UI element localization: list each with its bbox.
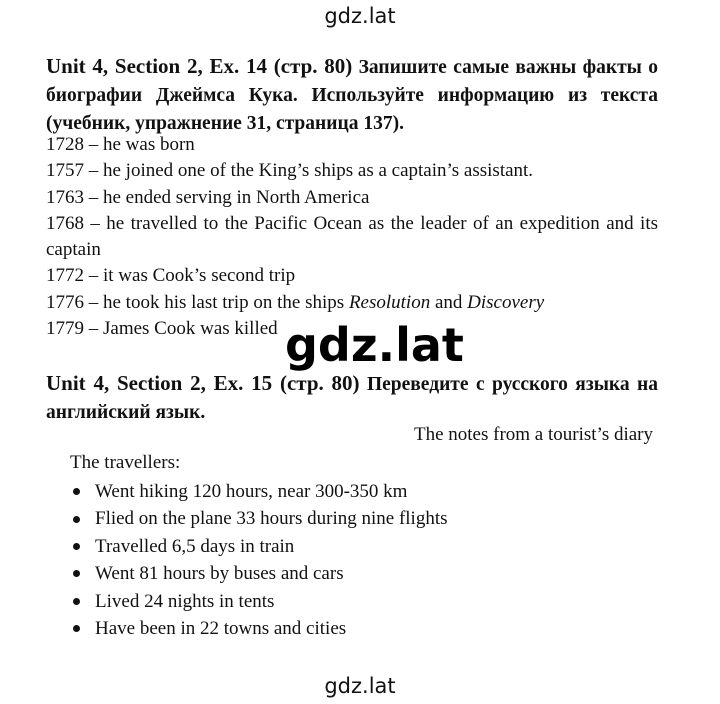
list-item-text: Flied on the plane 33 hours during nine flights — [95, 508, 448, 530]
fact-item-1776 — [46, 290, 658, 316]
bullet-icon — [73, 543, 80, 550]
exercise-15-title: Unit 4, Section 2, Ex. 15 (стр. 80) — [46, 371, 360, 395]
bullet-icon — [73, 570, 80, 577]
ship-discovery: Discovery — [467, 291, 545, 313]
bullet-icon — [73, 516, 80, 523]
exercise-15-heading — [46, 369, 658, 427]
bullet-icon — [73, 598, 80, 605]
fact-item: 1757 – he joined one of the King’s ships as a captain’s assistant. — [46, 160, 534, 182]
diary-bullet-list — [70, 478, 448, 642]
travellers-intro: The travellers: — [70, 452, 181, 473]
list-item-text: Went hiking 120 hours, near 300-350 km — [95, 481, 408, 502]
list-item — [70, 478, 448, 505]
exercise-14-title: Unit 4, Section 2, Ex. 14 (стр. 80) — [46, 54, 353, 78]
cook-facts-list — [46, 132, 658, 342]
list-item-text: Travelled 6,5 days in train — [95, 535, 295, 557]
ship-resolution: Resolution — [348, 291, 431, 313]
fact-1776-text: 1776 – he took his last trip on the ships — [46, 291, 349, 313]
list-item — [70, 560, 448, 587]
list-item — [70, 615, 448, 642]
bullet-icon — [73, 625, 80, 632]
list-item-text: Lived 24 nights in tents — [95, 590, 275, 612]
exercise-14-heading — [46, 52, 658, 138]
watermark-bottom: gdz.lat — [324, 674, 396, 698]
exercise-15-instruction: Переведите с русского языка на английский язык. — [46, 374, 658, 423]
fact-item: 1779 – James Cook was killed — [46, 318, 278, 340]
list-item — [70, 533, 448, 560]
list-item-text: Have been in 22 towns and cities — [95, 617, 347, 639]
fact-item: 1728 – he was born — [46, 134, 195, 155]
watermark-center: gdz.lat — [285, 318, 464, 372]
fact-item: 1772 – it was Cook’s second trip — [46, 265, 296, 287]
fact-1776-and: and — [430, 291, 468, 313]
list-item-text: Went 81 hours by buses and cars — [95, 563, 344, 585]
bullet-icon — [73, 488, 80, 495]
watermark-top: gdz.lat — [324, 4, 396, 28]
fact-item: 1763 – he ended serving in North America — [46, 186, 370, 208]
list-item — [70, 505, 448, 532]
fact-item: 1768 – he travelled to the Pacific Ocean as the leader of an expedition and its captain — [46, 212, 658, 261]
diary-title: The notes from a tourist’s diary — [413, 424, 653, 445]
exercise-14-instruction: Запишите самые важны факты о биографии Джеймса Кука. Используйте информацию из текста (учебник, упражнение 31, страница 137). — [46, 57, 659, 134]
list-item — [70, 588, 448, 615]
